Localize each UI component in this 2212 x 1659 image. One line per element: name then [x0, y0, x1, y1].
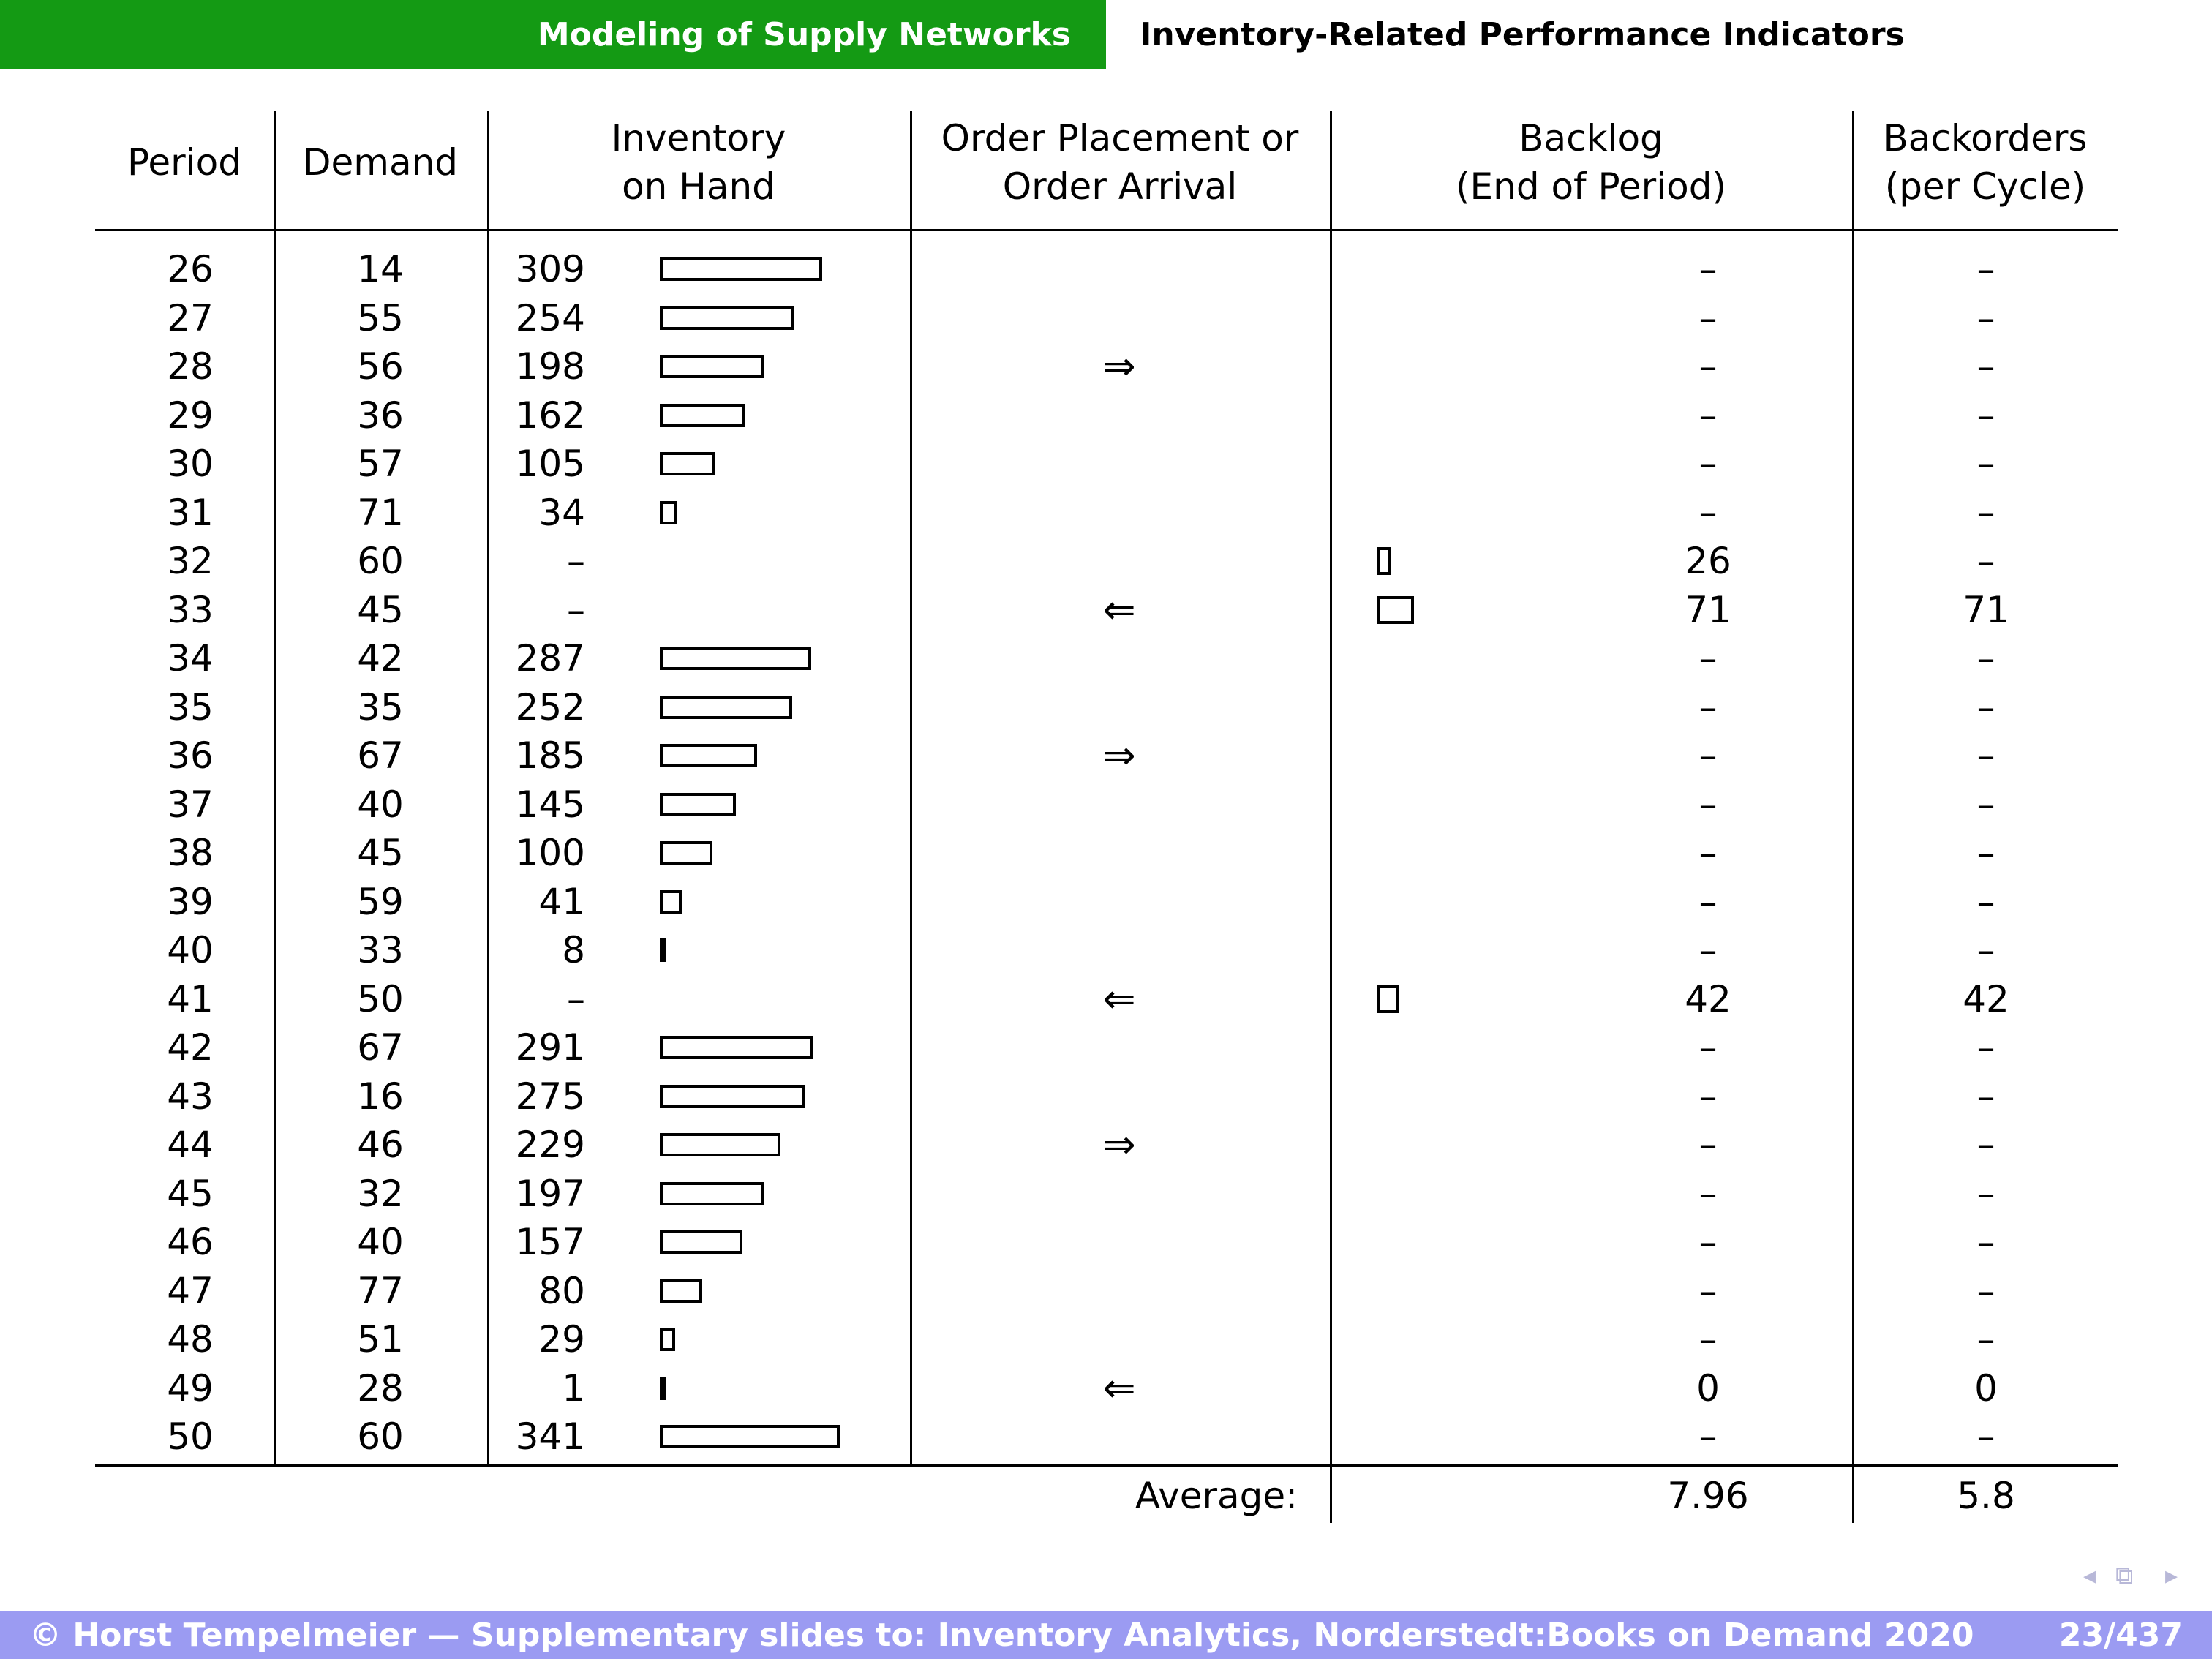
- column-header-inventory: [487, 111, 910, 214]
- slide-title: Inventory-Related Performance Indicators: [1106, 0, 2212, 69]
- demand-cell: 60: [357, 540, 404, 582]
- inventory-cell: 145: [515, 783, 585, 826]
- backorders-cell: –: [1976, 637, 1995, 680]
- inventory-bar: [660, 744, 757, 767]
- period-cell: 32: [167, 540, 214, 582]
- backlog-bar: [1377, 596, 1414, 624]
- inventory-cell: 197: [515, 1172, 585, 1215]
- column-rule: [1330, 111, 1332, 1523]
- period-cell: 45: [167, 1172, 214, 1215]
- inventory-bar: [660, 452, 715, 475]
- inventory-bar: [660, 1279, 702, 1303]
- inventory-cell: 29: [538, 1318, 585, 1361]
- backlog-cell: –: [1698, 1026, 1718, 1069]
- order-placement-arrow-icon: ⇒: [1102, 343, 1136, 389]
- demand-cell: 16: [357, 1075, 404, 1118]
- backorders-cell: –: [1976, 734, 1995, 777]
- backorders-cell: –: [1976, 685, 1995, 729]
- backorders-cell: –: [1976, 540, 1995, 582]
- column-header-text: Period: [127, 141, 241, 184]
- rule-header: [95, 229, 2118, 231]
- inventory-cell: 254: [515, 296, 585, 339]
- demand-cell: 36: [357, 394, 404, 437]
- backorders-cell: –: [1976, 783, 1995, 826]
- backorders-cell: –: [1976, 1269, 1995, 1312]
- backlog-cell: –: [1698, 637, 1718, 680]
- backlog-cell: –: [1698, 345, 1718, 388]
- backorders-cell: –: [1976, 345, 1995, 388]
- period-cell: 30: [167, 443, 214, 485]
- column-header-text: Backorders: [1883, 117, 2088, 159]
- inventory-bar: [660, 647, 811, 670]
- column-header-text: (End of Period): [1456, 165, 1726, 208]
- backorders-cell: –: [1976, 929, 1995, 971]
- backlog-cell: 42: [1685, 977, 1731, 1020]
- period-cell: 41: [167, 977, 214, 1020]
- column-header-text: on Hand: [622, 165, 775, 208]
- order-placement-arrow-icon: ⇒: [1102, 732, 1136, 778]
- period-cell: 29: [167, 394, 214, 437]
- backlog-cell: –: [1698, 929, 1718, 971]
- period-cell: 27: [167, 296, 214, 339]
- period-cell: 42: [167, 1026, 214, 1069]
- period-cell: 38: [167, 832, 214, 874]
- inventory-cell: 287: [515, 637, 585, 680]
- column-header-text: Backlog: [1519, 117, 1663, 159]
- period-cell: 43: [167, 1075, 214, 1118]
- page-number: 23/437: [2058, 1616, 2183, 1654]
- demand-cell: 67: [357, 1026, 404, 1069]
- column-rule: [1852, 111, 1854, 1523]
- backlog-cell: –: [1698, 443, 1718, 485]
- inventory-cell: 1: [562, 1366, 585, 1410]
- period-cell: 40: [167, 929, 214, 971]
- backorders-cell: –: [1976, 832, 1995, 874]
- backlog-cell: –: [1698, 1124, 1718, 1166]
- order-arrival-arrow-icon: ⇐: [1102, 975, 1136, 1022]
- backorders-cell: 42: [1963, 977, 2009, 1020]
- column-rule: [274, 111, 276, 1464]
- backlog-cell: 26: [1685, 540, 1731, 582]
- period-cell: 26: [167, 248, 214, 290]
- inventory-cell: 341: [515, 1415, 585, 1458]
- backorders-cell: –: [1976, 1172, 1995, 1215]
- demand-cell: 45: [357, 588, 404, 631]
- column-header-text: (per Cycle): [1884, 165, 2086, 208]
- column-header-demand: [274, 111, 487, 214]
- backlog-cell: 71: [1685, 588, 1731, 631]
- inventory-cell: 275: [515, 1075, 585, 1118]
- column-header-text: Order Placement or: [941, 117, 1299, 159]
- backlog-cell: –: [1698, 1172, 1718, 1215]
- period-cell: 33: [167, 588, 214, 631]
- column-rule: [910, 111, 912, 1464]
- inventory-bar: [660, 1377, 666, 1400]
- demand-cell: 51: [357, 1318, 404, 1361]
- backorders-cell: –: [1976, 1221, 1995, 1263]
- inventory-bar: [660, 404, 745, 427]
- backorders-cell: –: [1976, 1318, 1995, 1361]
- footer-bar: [0, 1611, 2212, 1659]
- backorders-cell: –: [1976, 296, 1995, 339]
- inventory-cell: 229: [515, 1124, 585, 1166]
- backlog-cell: –: [1698, 1075, 1718, 1118]
- backlog-bar: [1377, 985, 1399, 1013]
- backlog-cell: –: [1698, 248, 1718, 290]
- inventory-cell: 41: [538, 880, 585, 923]
- backorders-cell: 0: [1974, 1366, 1998, 1410]
- demand-cell: 28: [357, 1366, 404, 1410]
- nav-frame-icon[interactable]: ⧉: [2115, 1561, 2134, 1590]
- backorders-cell: –: [1976, 1026, 1995, 1069]
- backorders-cell: –: [1976, 491, 1995, 534]
- column-header-text: Inventory: [611, 117, 786, 159]
- demand-cell: 60: [357, 1415, 404, 1458]
- demand-cell: 71: [357, 491, 404, 534]
- period-cell: 39: [167, 880, 214, 923]
- backorders-cell: 71: [1963, 588, 2009, 631]
- backlog-cell: –: [1698, 491, 1718, 534]
- inventory-cell: 105: [515, 443, 585, 485]
- inventory-bar: [660, 257, 822, 281]
- period-cell: 28: [167, 345, 214, 388]
- inventory-bar: [660, 306, 794, 330]
- demand-cell: 55: [357, 296, 404, 339]
- average-label: Average:: [1135, 1474, 1298, 1517]
- column-header-period: [95, 111, 274, 214]
- backlog-cell: –: [1698, 296, 1718, 339]
- inventory-bar: [660, 793, 736, 816]
- period-cell: 36: [167, 734, 214, 777]
- backlog-cell: –: [1698, 783, 1718, 826]
- inventory-bar: [660, 890, 682, 914]
- inventory-bar: [660, 1230, 742, 1254]
- period-cell: 34: [167, 637, 214, 680]
- demand-cell: 50: [357, 977, 404, 1020]
- backlog-cell: –: [1698, 880, 1718, 923]
- demand-cell: 40: [357, 1221, 404, 1263]
- inventory-bar: [660, 1328, 675, 1351]
- demand-cell: 57: [357, 443, 404, 485]
- backorders-cell: –: [1976, 394, 1995, 437]
- inventory-bar: [660, 1425, 840, 1448]
- inventory-cell: 309: [515, 248, 585, 290]
- period-cell: 48: [167, 1318, 214, 1361]
- inventory-cell: 252: [515, 685, 585, 729]
- period-cell: 50: [167, 1415, 214, 1458]
- footer-citation: © Horst Tempelmeier — Supplementary slides to: Inventory Analytics, Norderstedt:Books on Demand 2020: [29, 1616, 1974, 1654]
- period-cell: 35: [167, 685, 214, 729]
- period-cell: 37: [167, 783, 214, 826]
- inventory-cell: 162: [515, 394, 585, 437]
- demand-cell: 59: [357, 880, 404, 923]
- section-title: Modeling of Supply Networks: [0, 0, 1106, 69]
- period-cell: 47: [167, 1269, 214, 1312]
- column-rule: [487, 111, 489, 1464]
- inventory-cell: 198: [515, 345, 585, 388]
- inventory-cell: 80: [538, 1269, 585, 1312]
- backorders-cell: –: [1976, 880, 1995, 923]
- demand-cell: 67: [357, 734, 404, 777]
- demand-cell: 42: [357, 637, 404, 680]
- nav-next-icon[interactable]: ▸: [2165, 1561, 2178, 1590]
- average-backlog: 7.96: [1667, 1474, 1749, 1517]
- backlog-cell: –: [1698, 1269, 1718, 1312]
- backorders-cell: –: [1976, 1415, 1995, 1458]
- inventory-cell: 100: [515, 832, 585, 874]
- inventory-cell: 157: [515, 1221, 585, 1263]
- order-arrival-arrow-icon: ⇐: [1102, 586, 1136, 633]
- backlog-cell: –: [1698, 734, 1718, 777]
- column-header-backlog: [1330, 111, 1852, 214]
- inventory-cell: –: [567, 977, 585, 1020]
- inventory-cell: 34: [538, 491, 585, 534]
- backlog-cell: –: [1698, 1221, 1718, 1263]
- inventory-bar: [660, 696, 792, 719]
- period-cell: 46: [167, 1221, 214, 1263]
- period-cell: 49: [167, 1366, 214, 1410]
- inventory-bar: [660, 1036, 813, 1059]
- backorders-cell: –: [1976, 443, 1995, 485]
- rule-bottom: [95, 1464, 2118, 1467]
- inventory-bar: [660, 1085, 805, 1108]
- inventory-bar: [660, 1133, 780, 1156]
- inventory-cell: 185: [515, 734, 585, 777]
- order-arrival-arrow-icon: ⇐: [1102, 1364, 1136, 1411]
- demand-cell: 56: [357, 345, 404, 388]
- backlog-cell: –: [1698, 1415, 1718, 1458]
- column-header-text: Demand: [302, 141, 459, 184]
- backlog-cell: –: [1698, 685, 1718, 729]
- period-cell: 31: [167, 491, 214, 534]
- column-header-text: Order Arrival: [1002, 165, 1238, 208]
- demand-cell: 45: [357, 832, 404, 874]
- inventory-cell: 8: [562, 929, 585, 971]
- demand-cell: 33: [357, 929, 404, 971]
- backorders-cell: –: [1976, 248, 1995, 290]
- order-placement-arrow-icon: ⇒: [1102, 1121, 1136, 1167]
- backlog-bar: [1377, 547, 1391, 575]
- period-cell: 44: [167, 1124, 214, 1166]
- inventory-bar: [660, 938, 666, 962]
- demand-cell: 35: [357, 685, 404, 729]
- average-backorders: 5.8: [1957, 1474, 2015, 1517]
- backlog-cell: –: [1698, 832, 1718, 874]
- backlog-cell: –: [1698, 394, 1718, 437]
- inventory-bar: [660, 501, 677, 524]
- column-header-order: [910, 111, 1330, 214]
- demand-cell: 14: [357, 248, 404, 290]
- column-header-backorders: [1852, 111, 2118, 214]
- demand-cell: 46: [357, 1124, 404, 1166]
- inventory-bar: [660, 1182, 764, 1205]
- demand-cell: 32: [357, 1172, 404, 1215]
- demand-cell: 77: [357, 1269, 404, 1312]
- inventory-cell: 291: [515, 1026, 585, 1069]
- inventory-bar: [660, 355, 764, 378]
- backorders-cell: –: [1976, 1075, 1995, 1118]
- backlog-cell: 0: [1696, 1366, 1720, 1410]
- backorders-cell: –: [1976, 1124, 1995, 1166]
- demand-cell: 40: [357, 783, 404, 826]
- backlog-cell: –: [1698, 1318, 1718, 1361]
- inventory-cell: –: [567, 588, 585, 631]
- inventory-bar: [660, 841, 712, 865]
- inventory-cell: –: [567, 540, 585, 582]
- nav-prev-icon[interactable]: ◂: [2083, 1561, 2096, 1590]
